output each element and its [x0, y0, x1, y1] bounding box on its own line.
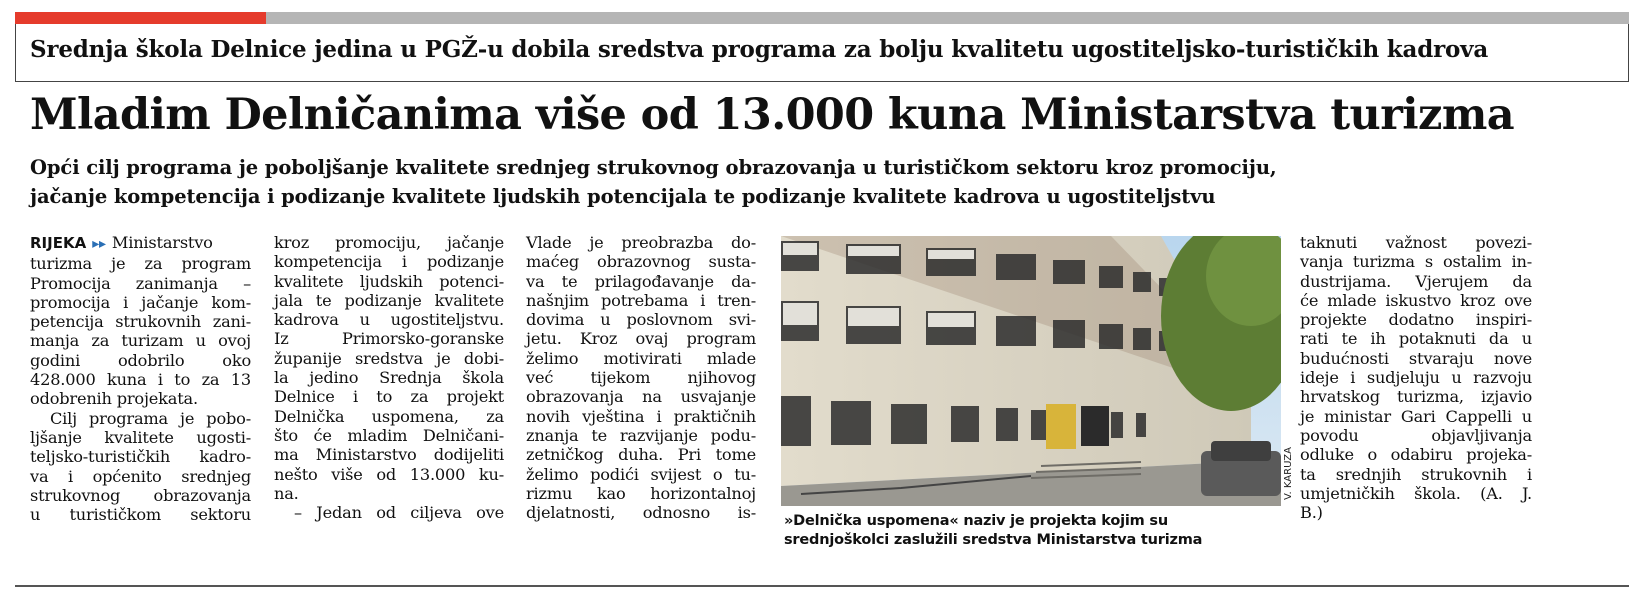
column-line: la jedino Srednja škola	[274, 368, 504, 388]
column-line: rizmu kao horizontalnoj	[526, 483, 756, 503]
column-line: promocija i jačanje kom-	[30, 292, 251, 312]
column-line: turizma je za program	[30, 254, 251, 274]
column-line: 428.000 kuna i to za 13	[30, 370, 251, 390]
column-line: vanja turizma s ostalim in-	[1300, 252, 1532, 272]
article-deck	[30, 153, 1620, 211]
column-line: manja za turizam u ovoj	[30, 331, 251, 351]
column-line: ma Ministarstvo dodijeliti	[274, 445, 504, 465]
kicker-frame-right	[1628, 24, 1629, 82]
column-line: Vlade je preobrazba do-	[526, 233, 756, 252]
column-line: projekte dodatno inspiri-	[1300, 310, 1532, 330]
kicker-rule	[15, 81, 1629, 82]
caption-line: »Delnička uspomena« naziv je projekta kojim su	[784, 513, 1168, 529]
column-line: maćeg obrazovnog susta-	[526, 252, 756, 272]
column-line: odluke o odabiru projeka-	[1300, 445, 1532, 465]
column-line: – Jedan od ciljeva ove	[294, 503, 504, 523]
dateline: RIJEKA	[30, 234, 87, 252]
caption-line: srednjoškolci zaslužili sredstva Ministarstva turizma	[784, 532, 1203, 548]
article-column-3	[526, 233, 756, 522]
column-line: Delnice i to za projekt	[274, 387, 504, 407]
column-line: va i općenito srednjeg	[30, 466, 251, 486]
deck-line: jačanje kompetencija i podizanje kvalitete ljudskih potencijala te podizanje kvalitete kadrova u ugostiteljstvu	[30, 185, 1216, 208]
photo-caption	[784, 512, 1284, 550]
article-headline: Mladim Delničanima više od 13.000 kuna Ministarstva turizma	[30, 90, 1514, 140]
column-line: kroz promociju, jačanje	[274, 233, 504, 252]
article-column-4	[1300, 233, 1532, 522]
column-line: županije sredstva je dobi-	[274, 348, 504, 368]
column-line: što će mladim Delničani-	[274, 425, 504, 445]
column-line: novih vještina i praktičnih	[526, 406, 756, 426]
column-line: umjetničkih škola. (A. J.	[1300, 483, 1532, 503]
column-line: će mlade iskustvo kroz ove	[1300, 290, 1532, 310]
column-line: budućnosti stvaraju nove	[1300, 348, 1532, 368]
column-line: jetu. Kroz ovaj program	[526, 329, 756, 349]
column-line: zetničkog duha. Pri tome	[526, 445, 756, 465]
column-line: je ministar Gari Cappelli u	[1300, 406, 1532, 426]
column-line: želimo motivirati mlade	[526, 348, 756, 368]
column-line: Promocija zanimanja –	[30, 273, 251, 293]
column-line: povodu objavljivanja	[1300, 425, 1532, 445]
article-kicker: Srednja škola Delnice jedina u PGŽ-u dobila sredstva programa za bolju kvalitetu ugostiteljsko-turističkih kadrova	[30, 36, 1489, 63]
column-line: kadrova u ugostiteljstvu.	[274, 310, 504, 330]
column-line: ljšanje kvalitete ugosti-	[30, 427, 251, 447]
article-column-2	[274, 233, 504, 522]
top-color-bar	[15, 12, 1629, 24]
column-line: jala te podizanje kvalitete	[274, 290, 504, 310]
column-line: hrvatskog turizma, izjavio	[1300, 387, 1532, 407]
column-line: ta srednjih strukovnih i	[1300, 464, 1532, 484]
column-line: našnjim potrebama i tren-	[526, 290, 756, 310]
column-line: nešto više od 13.000 ku-	[274, 464, 504, 484]
column-line: teljsko-turističkih kadro-	[30, 447, 251, 467]
article-column-1	[30, 233, 251, 524]
bottom-rule	[15, 585, 1629, 587]
column-line: dustrijama. Vjerujem da	[1300, 271, 1532, 291]
column-line: Cilj programa je pobo-	[50, 408, 251, 428]
deck-line: Opći cilj programa je poboljšanje kvalitete srednjeg strukovnog obrazovanja u turističkom sektoru kroz promociju,	[30, 156, 1277, 179]
column-line: u turističkom sektoru	[30, 505, 251, 525]
column-line: va te prilagođavanje da-	[526, 271, 756, 291]
column-line: obrazovanja na usvajanje	[526, 387, 756, 407]
photo-credit: V. KARUZA	[1283, 447, 1294, 500]
top-accent-bar	[15, 12, 266, 24]
column-line: Iz Primorsko-goranske	[274, 329, 504, 349]
dateline-arrow-icon: ▸▸	[92, 236, 106, 252]
school-building-photo	[781, 236, 1281, 506]
column-line: želimo podići svijest o tu-	[526, 464, 756, 484]
column-line: taknuti važnost povezi-	[1300, 233, 1532, 252]
column-line: godini odobrilo oko	[30, 350, 251, 370]
column-line: kvalitete ljudskih potenci-	[274, 271, 504, 291]
column-line: petencija strukovnih zani-	[30, 312, 251, 332]
column-line: strukovnog obrazovanja	[30, 485, 251, 505]
column-line: već tijekom njihovog	[526, 368, 756, 388]
column-line: Delnička uspomena, za	[274, 406, 504, 426]
column-line: dovima u poslovnom svi-	[526, 310, 756, 330]
school-building-illustration	[781, 236, 1281, 506]
column-line: znanja te razvijanje podu-	[526, 425, 756, 445]
column-line: RIJEKA ▸▸ Ministarstvo	[30, 233, 213, 252]
column-line: B.)	[1300, 503, 1323, 523]
column-line: djelatnosti, odnosno is-	[526, 503, 756, 523]
column-line: odobrenih projekata.	[30, 389, 198, 409]
column-line: ideje i sudjeluju u razvoju	[1300, 368, 1532, 388]
column-line: rati te ih potaknuti da u	[1300, 329, 1532, 349]
column-line: kompetencija i podizanje	[274, 252, 504, 272]
kicker-frame-left	[15, 24, 16, 82]
column-line: na.	[274, 483, 299, 503]
